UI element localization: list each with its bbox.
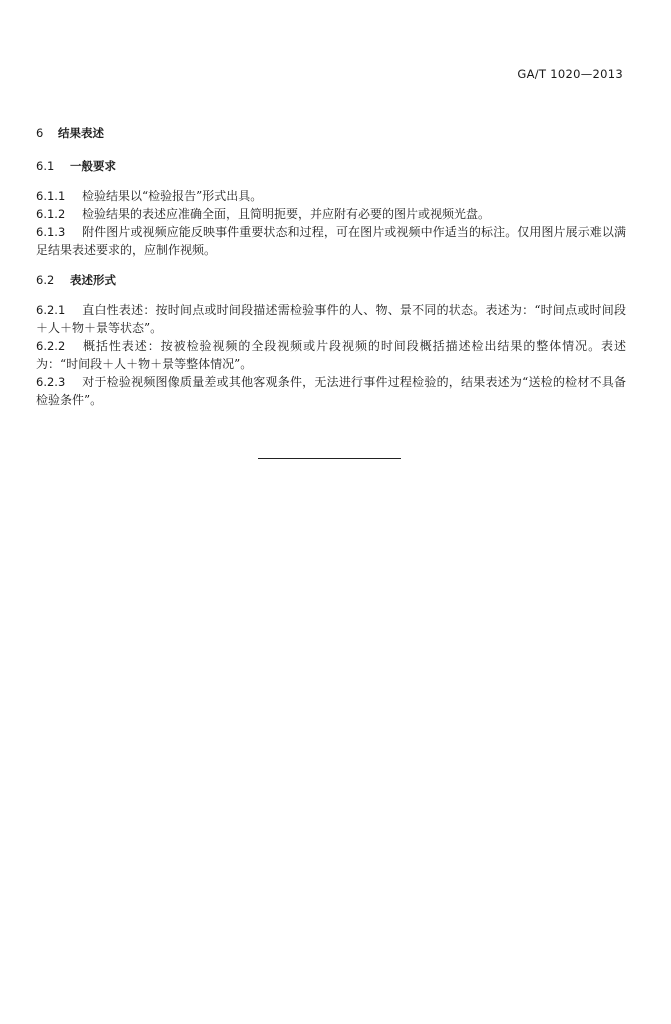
section-6-1-heading bbox=[36, 157, 626, 175]
clause-number: 6.1.3 bbox=[36, 225, 66, 239]
clause-6-1-2 bbox=[36, 205, 626, 223]
clause-6-1-1 bbox=[36, 187, 626, 205]
clause-number: 6.2.2 bbox=[36, 339, 66, 353]
clause-6-1-3 bbox=[36, 223, 626, 259]
clause-6-2-3 bbox=[36, 373, 626, 409]
clause-number: 6.1.2 bbox=[36, 207, 66, 221]
section-title: 一般要求 bbox=[70, 159, 116, 173]
clause-text: 检验结果的表述应准确全面，且简明扼要，并应附有必要的图片或视频光盘。 bbox=[82, 207, 491, 221]
section-number: 6.2 bbox=[36, 273, 55, 287]
section-title: 表述形式 bbox=[70, 273, 116, 287]
clause-6-2-1 bbox=[36, 301, 626, 337]
section-title: 结果表述 bbox=[58, 126, 104, 140]
clause-text: 概括性表述：按被检验视频的全段视频或片段视频的时间段概括描述检出结果的整体情况。表述为：“时间段＋人＋物＋景等整体情况”。 bbox=[36, 339, 626, 371]
clause-text: 直白性表述：按时间点或时间段描述需检验事件的人、物、景不同的状态。表述为：“时间点或时间段＋人＋物＋景等状态”。 bbox=[36, 303, 626, 335]
document-body bbox=[36, 124, 626, 409]
section-6-heading bbox=[36, 124, 626, 142]
clause-text: 对于检验视频图像质量差或其他客观条件，无法进行事件过程检验的，结果表述为“送检的检材不具备检验条件”。 bbox=[36, 375, 626, 407]
end-rule bbox=[258, 458, 401, 459]
clause-number: 6.2.1 bbox=[36, 303, 66, 317]
standard-code: GA/T 1020—2013 bbox=[517, 67, 623, 81]
clause-number: 6.2.3 bbox=[36, 375, 66, 389]
section-6-2-heading bbox=[36, 271, 626, 289]
clause-text: 附件图片或视频应能反映事件重要状态和过程，可在图片或视频中作适当的标注。仅用图片展示难以满足结果表述要求的，应制作视频。 bbox=[36, 225, 626, 257]
clause-6-2-2 bbox=[36, 337, 626, 373]
clause-text: 检验结果以“检验报告”形式出具。 bbox=[82, 189, 263, 203]
section-number: 6.1 bbox=[36, 159, 55, 173]
section-number: 6 bbox=[36, 126, 44, 140]
clause-number: 6.1.1 bbox=[36, 189, 66, 203]
